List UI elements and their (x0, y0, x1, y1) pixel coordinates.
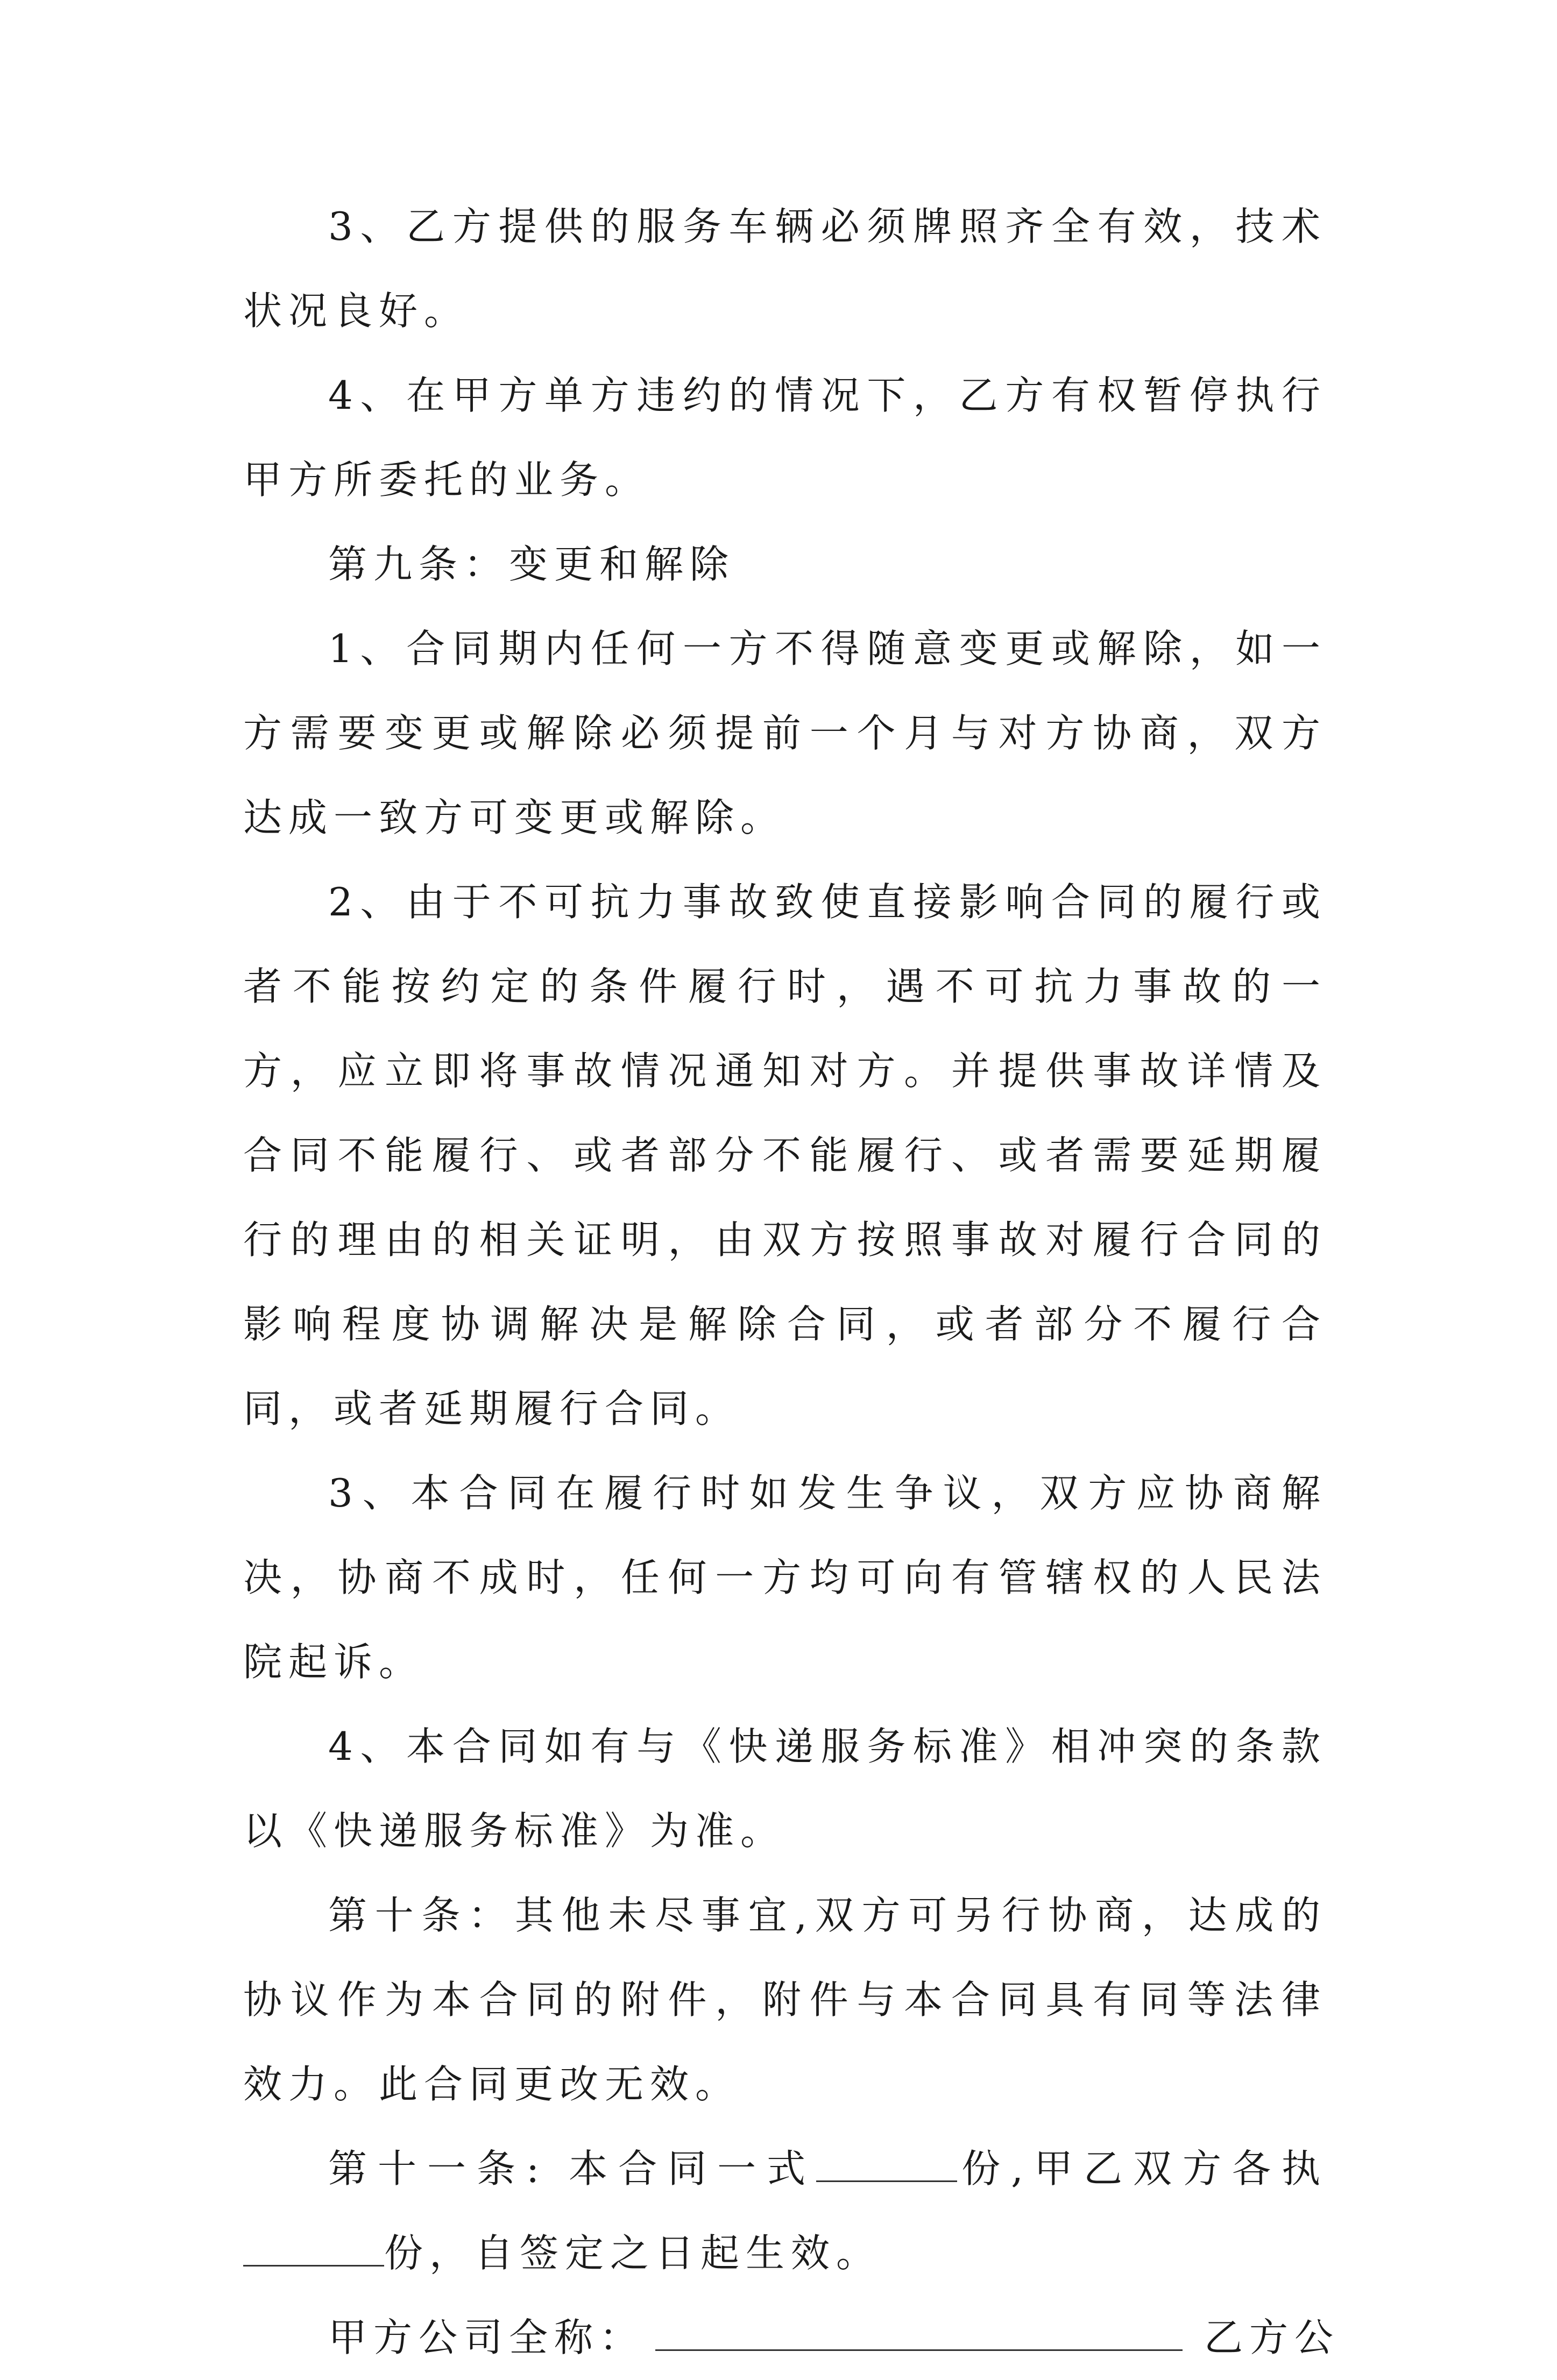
clause-10: 第十条：其他未尽事宜,双方可另行协商，达成的协议作为本合同的附件，附件与本合同具有同等法律效力。此合同更改无效。 (243, 1893, 1327, 2107)
contract-text (243, 184, 1340, 2380)
signature-line (243, 2296, 1340, 2380)
clause-9-item-1: 1、合同期内任何一方不得随意变更或解除，如一方需要变更或解除必须提前一个月与对方协商，双方达成一致方可变更或解除。 (243, 626, 1327, 840)
clause-9-heading: 第九条：变更和解除 (328, 542, 735, 587)
copies-each-blank (243, 2233, 384, 2267)
clause-11-text-2: 份,甲乙双方各执 (957, 2146, 1327, 2191)
party-a-label: 甲方公司全称： (328, 2315, 645, 2360)
clause-8-item-4: 4、在甲方单方违约的情况下，乙方有权暂停执行甲方所委托的业务。 (243, 373, 1327, 502)
clause-11-text-3: 份，自签定之日起生效。 (384, 2230, 882, 2276)
clause-11 (243, 2127, 1327, 2296)
clause-9-item-4: 4、本合同如有与《快递服务标准》相冲突的条款以《快递服务标准》为准。 (243, 1724, 1327, 1853)
copies-total-blank (816, 2148, 957, 2182)
clause-9-item-3: 3、本合同在履行时如发生争议，双方应协商解决，协商不成时，任何一方均可向有管辖权的人民法院起诉。 (243, 1470, 1327, 1685)
clause-8-item-3: 3、乙方提供的服务车辆必须牌照齐全有效，技术状况良好。 (243, 204, 1327, 333)
party-a-name-blank (655, 2317, 1183, 2351)
clause-9-item-2: 2、由于不可抗力事故致使直接影响合同的履行或者不能按约定的条件履行时，遇不可抗力事故的一方，应立即将事故情况通知对方。并提供事故详情及合同不能履行、或者部分不能履行、或者需要延期履行的理由的相关证明，由双方按照事故对履行合同的影响程度协调解决是解除合同，或者部分不履行合同，或者延期履行合同。 (243, 879, 1327, 1431)
party-b-label: 乙方公 (1204, 2315, 1340, 2360)
clause-11-text-1: 第十一条: 本合同一式 (328, 2146, 817, 2191)
